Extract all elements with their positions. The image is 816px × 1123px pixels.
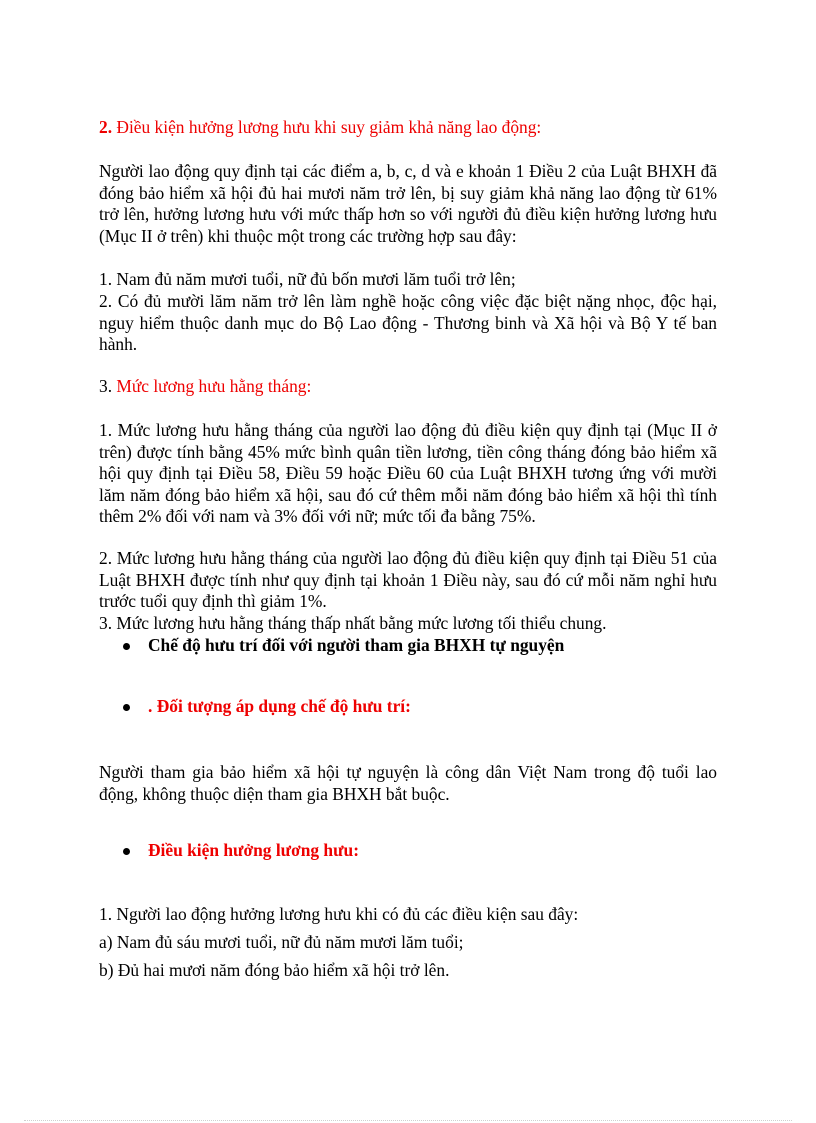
subject-bullet — [99, 696, 717, 718]
subject-bullet-title: . Đối tượng áp dụng chế độ hưu trí: — [148, 696, 411, 716]
section3-heading — [99, 376, 717, 398]
section2-heading-number: 2. — [99, 117, 113, 137]
conditions-bullet-title: Điều kiện hưởng lương hưu: — [148, 840, 360, 860]
section3-heading-number: 3. — [99, 376, 117, 396]
subject-paragraph: Người tham gia bảo hiểm xã hội tự nguyện là công dân Việt Nam trong độ tuổi lao động, không thuộc diện tham gia BHXH bắt buộc. — [99, 762, 717, 804]
voluntary-bullet — [99, 635, 717, 657]
bullet-dot-icon — [123, 643, 130, 650]
conditions-line-b: b) Đủ hai mươi năm đóng bảo hiểm xã hội trở lên. — [99, 960, 450, 980]
section2-heading — [99, 117, 717, 139]
section2-item-2: 2. Có đủ mười lăm năm trở lên làm nghề hoặc công việc đặc biệt nặng nhọc, độc hại, nguy hiểm thuộc danh mục do Bộ Lao động - Thương binh và Xã hội và Bộ Y tế ban hành. — [99, 291, 717, 354]
voluntary-bullet-title: Chế độ hưu trí đối với người tham gia BHXH tự nguyện — [148, 635, 565, 655]
conditions-line-a: a) Nam đủ sáu mươi tuổi, nữ đủ năm mươi lăm tuổi; — [99, 932, 464, 952]
bullet-dot-icon — [123, 848, 130, 855]
section3-item-1: 1. Mức lương hưu hằng tháng của người lao động đủ điều kiện quy định tại (Mục II ở trên) được tính bằng 45% mức bình quân tiền lương, tiền công tháng đóng bảo hiểm xã hội quy định tại Điều 58, Điều 59 hoặc Điều 60 của Luật BHXH tương ứng với mười lăm năm đóng bảo hiểm xã hội, sau đó cứ thêm mỗi năm đóng bảo hiểm xã hội thì tính thêm 2% đối với nam và 3% đối với nữ; mức tối đa bằng 75%. — [99, 420, 717, 526]
conditions-line-1: 1. Người lao động hưởng lương hưu khi có đủ các điều kiện sau đây: — [99, 904, 579, 924]
section2-paragraph: Người lao động quy định tại các điểm a, b, c, d và e khoản 1 Điều 2 của Luật BHXH đã đóng bảo hiểm xã hội đủ hai mươi năm trở lên, bị suy giảm khả năng lao động từ 61% trở lên, hưởng lương hưu với mức thấp hơn so với người đủ điều kiện hưởng lương hưu (Mục II ở trên) khi thuộc một trong các trường hợp sau đây: — [99, 161, 717, 246]
section3-heading-text: Mức lương hưu hằng tháng: — [116, 376, 312, 396]
section2-item-1: 1. Nam đủ năm mươi tuổi, nữ đủ bốn mươi lăm tuổi trở lên; — [99, 269, 516, 289]
conditions-bullet — [99, 840, 717, 862]
section2-heading-text: Điều kiện hưởng lương hưu khi suy giảm khả năng lao động: — [112, 117, 542, 137]
page-bottom-divider — [24, 1120, 792, 1121]
section3-item-3: 3. Mức lương hưu hằng tháng thấp nhất bằng mức lương tối thiểu chung. — [99, 613, 607, 633]
section3-item-2: 2. Mức lương hưu hằng tháng của người lao động đủ điều kiện quy định tại Điều 51 của Luật BHXH được tính như quy định tại khoản 1 Điều này, sau đó cứ mỗi năm nghỉ hưu trước tuổi quy định thì giảm 1%. — [99, 548, 717, 611]
bullet-dot-icon — [123, 704, 130, 711]
